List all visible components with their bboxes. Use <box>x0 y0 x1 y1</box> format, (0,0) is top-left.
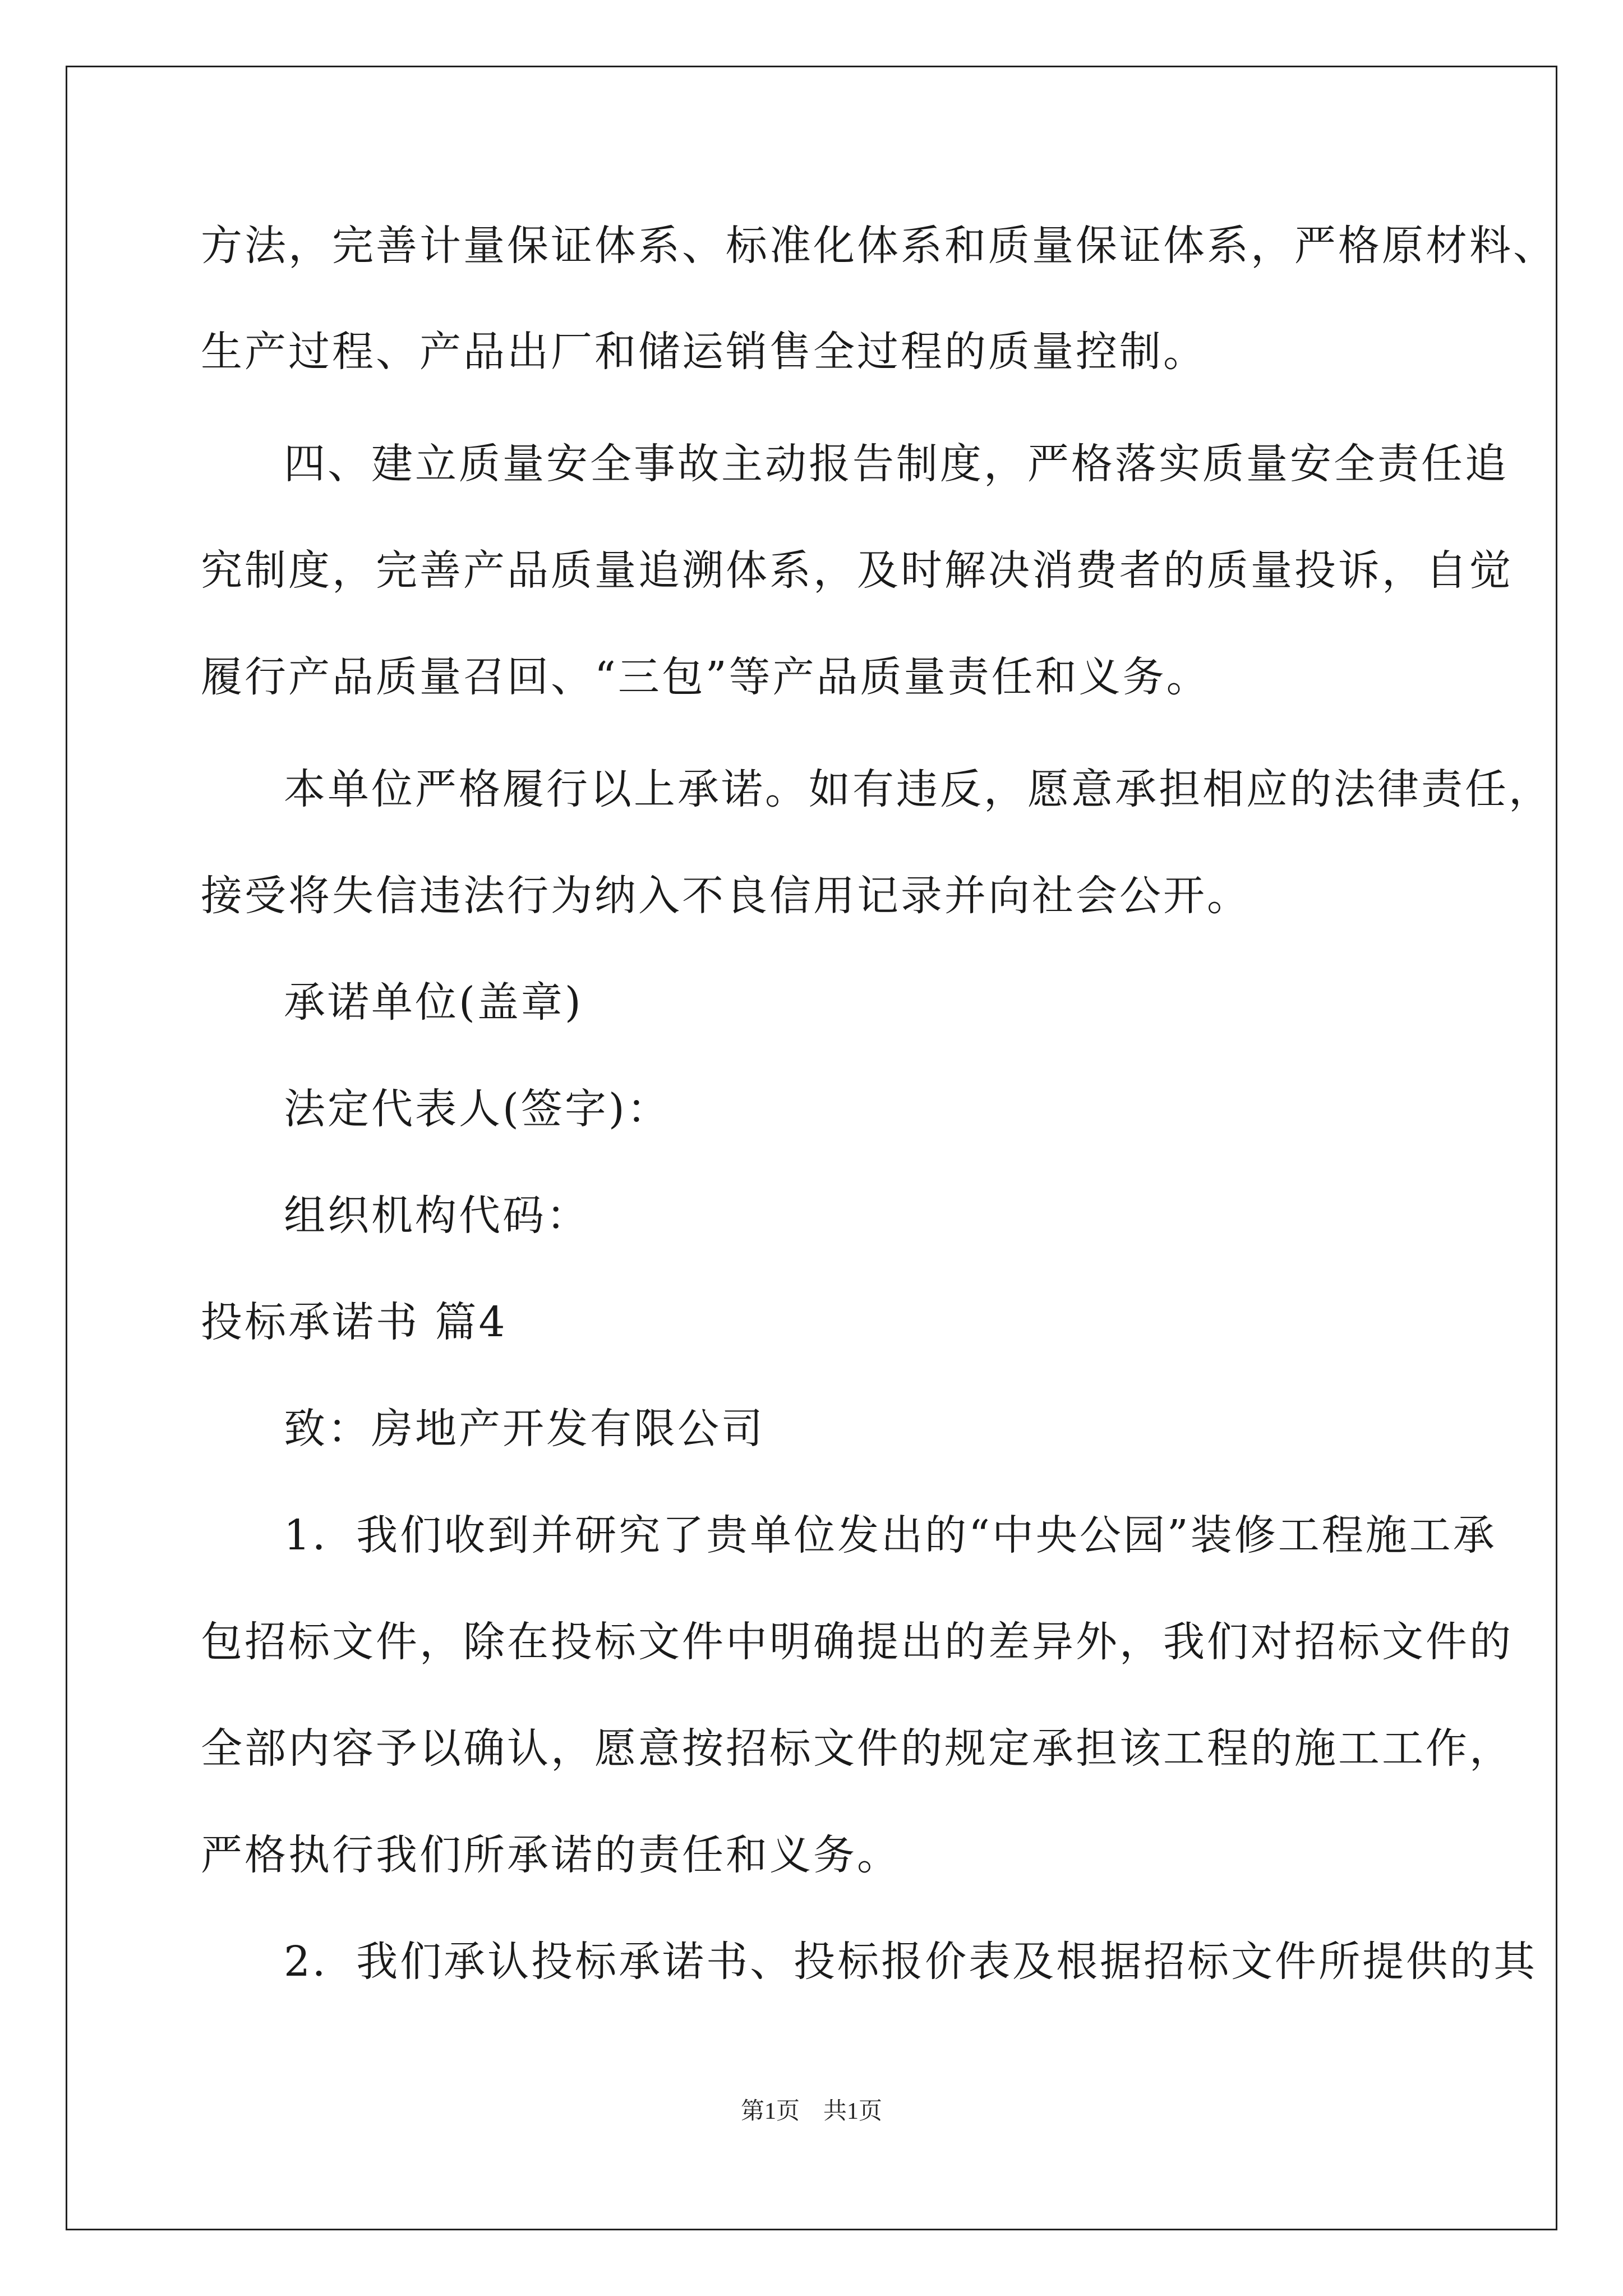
page-total: 共1页 <box>823 2099 883 2124</box>
text-line-1: 方法，完善计量保证体系、标准化体系和质量保证体系，严格原材料、 <box>201 222 1557 270</box>
page-border <box>66 66 1557 2230</box>
text-line-16: 严格执行我们所承诺的责任和义务。 <box>201 1831 901 1879</box>
text-line-17: 2．我们承认投标承诺书、投标报价表及根据招标文件所提供的其 <box>284 1938 1538 1986</box>
organization-code-line: 组织机构代码： <box>284 1191 590 1240</box>
page-footer <box>0 2092 1623 2126</box>
legal-representative-line: 法定代表人(签字)： <box>284 1085 671 1133</box>
text-line-2: 生产过程、产品出厂和储运销售全过程的质量控制。 <box>201 328 1207 376</box>
text-line-6: 本单位严格履行以上承诺。如有违反，愿意承担相应的法律责任， <box>284 765 1552 813</box>
text-line-5: 履行产品质量召回、“三包”等产品质量责任和义务。 <box>201 653 1210 701</box>
signature-unit-line: 承诺单位(盖章) <box>284 978 583 1027</box>
text-line-7: 接受将失信违法行为纳入不良信用记录并向社会公开。 <box>201 872 1251 920</box>
page-number: 第1页 <box>740 2099 800 2124</box>
text-line-3: 四、建立质量安全事故主动报告制度，严格落实质量安全责任追 <box>284 440 1509 488</box>
addressee-line: 致：房地产开发有限公司 <box>284 1405 765 1453</box>
text-line-14: 包招标文件，除在投标文件中明确提出的差异外，我们对招标文件的 <box>201 1618 1513 1666</box>
text-line-4: 究制度，完善产品质量追溯体系，及时解决消费者的质量投诉，自觉 <box>201 546 1513 595</box>
text-line-13: 1．我们收到并研究了贵单位发出的“中央公园”装修工程施工承 <box>284 1511 1497 1559</box>
section-heading: 投标承诺书 篇4 <box>201 1298 508 1346</box>
text-line-15: 全部内容予以确认，愿意按招标文件的规定承担该工程的施工工作， <box>201 1724 1513 1773</box>
